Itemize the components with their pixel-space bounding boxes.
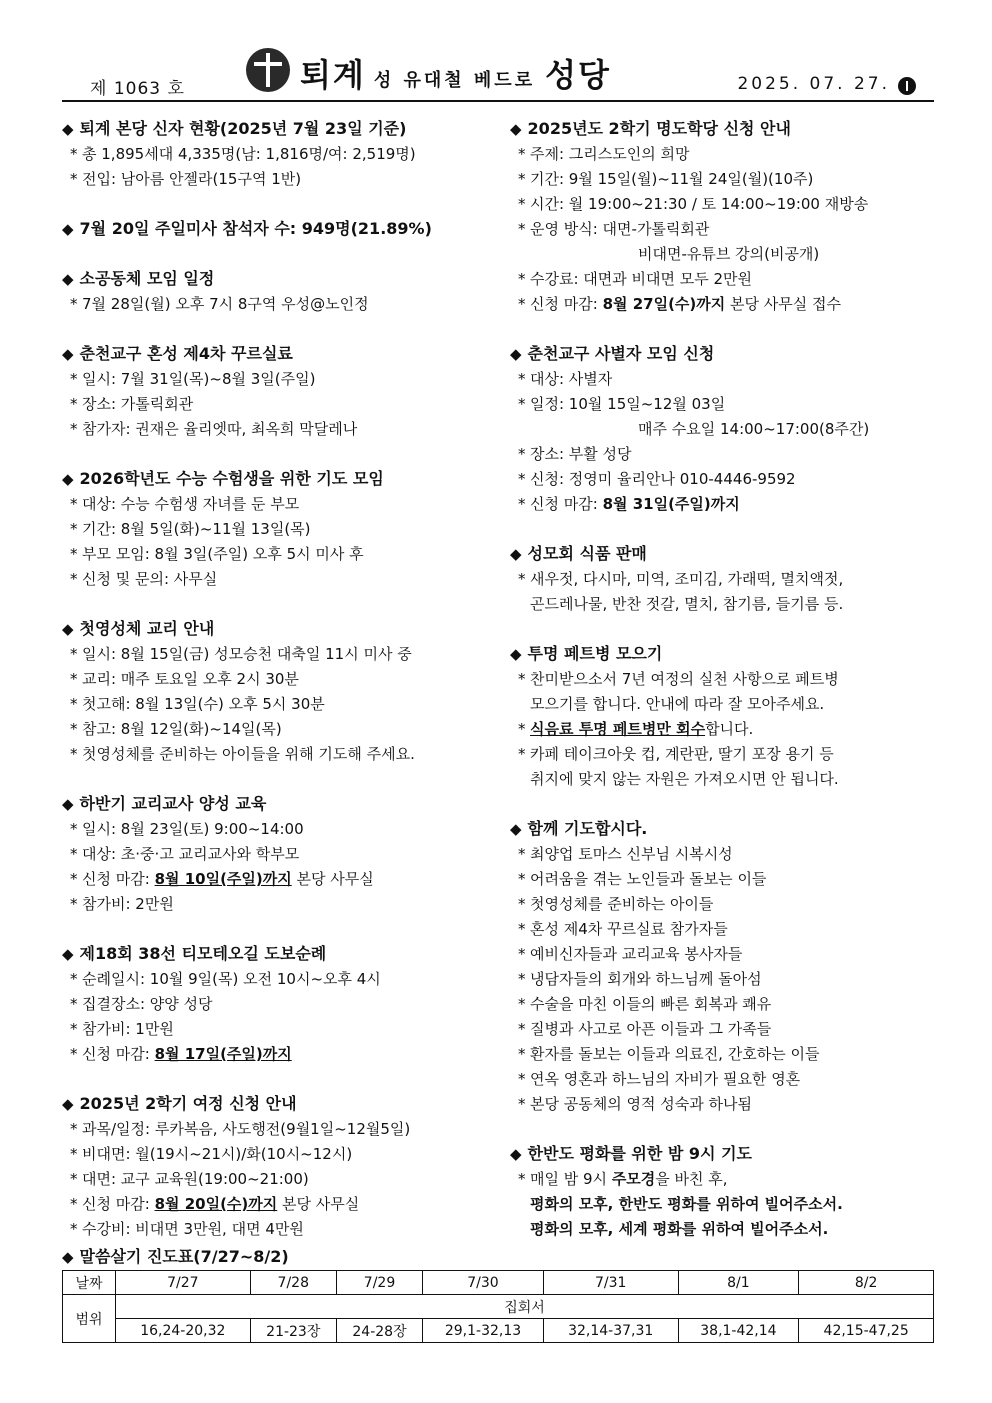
item-highlight: 주모경 xyxy=(611,1170,656,1188)
diamond-bullet-icon: ◆ xyxy=(62,345,74,363)
date-cell: 7/28 xyxy=(250,1271,336,1295)
list-item xyxy=(510,992,940,1017)
section-items xyxy=(62,142,492,192)
item-text: 신청 마감: xyxy=(82,870,155,888)
list-item xyxy=(510,242,940,267)
list-item xyxy=(62,817,492,842)
book-cell: 집회서 xyxy=(116,1295,934,1319)
range-header-cell: 범위 xyxy=(63,1295,116,1343)
list-item xyxy=(62,742,492,767)
right-column xyxy=(510,116,940,1266)
section-items xyxy=(510,367,940,517)
list-item xyxy=(62,967,492,992)
section-items xyxy=(62,642,492,767)
list-item xyxy=(510,267,940,292)
section-title xyxy=(62,466,492,492)
list-item xyxy=(510,142,940,167)
section-title-text: 성모회 식품 판매 xyxy=(527,544,647,563)
notice-section xyxy=(62,466,492,592)
diamond-bullet-icon: ◆ xyxy=(510,820,522,838)
item-text: 곤드레나물, 반찬 젓갈, 멸치, 참기름, 들기름 등. xyxy=(530,595,844,613)
item-text: 일시: 8월 23일(토) 9:00~14:00 xyxy=(82,820,304,838)
title-parish-name: 퇴계 xyxy=(300,56,366,94)
item-text: 첫영성체를 준비하는 아이들 xyxy=(530,895,714,913)
item-text: 연옥 영혼과 하느님의 자비가 필요한 영혼 xyxy=(530,1070,801,1088)
item-text: 예비신자들과 교리교육 봉사자들 xyxy=(530,945,743,963)
list-item xyxy=(510,1017,940,1042)
list-item xyxy=(510,592,940,617)
section-items xyxy=(62,817,492,917)
item-text: 신청 마감: xyxy=(82,1195,155,1213)
diamond-bullet-icon: ◆ xyxy=(510,1145,522,1163)
item-text: 일시: 8월 15일(금) 성모승천 대축일 11시 미사 중 xyxy=(82,645,412,663)
item-text: 참고: 8월 12일(화)~14일(목) xyxy=(82,720,282,738)
diamond-bullet-icon: ◆ xyxy=(62,795,74,813)
item-text: 대면: 교구 교육원(19:00~21:00) xyxy=(82,1170,309,1188)
section-title xyxy=(62,941,492,967)
date-cell: 7/31 xyxy=(543,1271,678,1295)
notice-section xyxy=(62,791,492,917)
issue-date: 2025. 07. 27. xyxy=(737,74,890,94)
section-title xyxy=(62,341,492,367)
item-text: 수술을 마친 이들의 빠른 회복과 쾌유 xyxy=(530,995,772,1013)
item-text-after: 합니다. xyxy=(705,720,754,738)
date-cell: 7/30 xyxy=(423,1271,544,1295)
left-column xyxy=(62,116,492,1266)
item-highlight: 8월 31일(주일)까지 xyxy=(602,495,740,513)
item-text: 새우젓, 다시마, 미역, 조미김, 가래떡, 멸치액젓, xyxy=(530,570,844,588)
diamond-bullet-icon: ◆ xyxy=(62,945,74,963)
item-text: 장소: 부활 성당 xyxy=(530,445,632,463)
section-title-text: 2025년 2학기 여정 신청 안내 xyxy=(79,1094,297,1113)
item-text: 냉담자들의 회개와 하느님께 돌아섬 xyxy=(530,970,762,988)
item-text: 일시: 7월 31일(목)~8월 3일(주일) xyxy=(82,370,316,388)
section-items xyxy=(510,567,940,617)
notice-section xyxy=(510,816,940,1117)
item-text: 수강료: 대면과 비대면 모두 2만원 xyxy=(530,270,753,288)
section-title xyxy=(62,116,492,142)
section-title xyxy=(510,816,940,842)
notice-section xyxy=(62,116,492,192)
title-patron-name: 성 유대철 베드로 xyxy=(373,70,536,91)
range-cell: 38,1-42,14 xyxy=(678,1319,799,1343)
item-highlight: 8월 27일(수)까지 xyxy=(602,295,726,313)
diamond-bullet-icon: ◆ xyxy=(62,470,74,488)
list-item xyxy=(62,292,492,317)
list-item xyxy=(510,417,940,442)
item-text: 기간: 9월 15일(월)~11월 24일(월)(10주) xyxy=(530,170,814,188)
list-item xyxy=(510,467,940,492)
item-text-after: 본당 사무실 접수 xyxy=(725,295,842,313)
item-text: 신청 마감: xyxy=(530,495,603,513)
section-title-text: 2026학년도 수능 수험생을 위한 기도 모임 xyxy=(79,469,384,488)
notice-section xyxy=(510,1141,940,1242)
date-header-cell: 날짜 xyxy=(63,1271,116,1295)
range-cell: 24-28장 xyxy=(336,1319,422,1343)
date-cell: 8/1 xyxy=(678,1271,799,1295)
section-items xyxy=(62,292,492,317)
notice-section xyxy=(62,1091,492,1242)
item-text: 대상: 사별자 xyxy=(530,370,613,388)
section-title-text: 춘천교구 혼성 제4차 꾸르실료 xyxy=(79,344,293,363)
diamond-bullet-icon: ◆ xyxy=(62,1095,74,1113)
item-highlight: 8월 17일(주일)까지 xyxy=(154,1045,292,1063)
item-text: 모으기를 합니다. 안내에 따라 잘 모아주세요. xyxy=(530,695,825,713)
notice-section xyxy=(62,616,492,767)
section-title-text: 7월 20일 주일미사 참석자 수: 949명(21.89%) xyxy=(79,219,432,238)
item-text: 비대면: 월(19시~21시)/화(10시~12시) xyxy=(82,1145,353,1163)
list-item xyxy=(62,667,492,692)
range-cell: 29,1-32,13 xyxy=(423,1319,544,1343)
list-item xyxy=(510,567,940,592)
list-item xyxy=(62,142,492,167)
notice-section xyxy=(62,341,492,442)
list-item xyxy=(62,1217,492,1242)
section-title xyxy=(62,216,492,242)
item-text: 총 1,895세대 4,335명(남: 1,816명/여: 2,519명) xyxy=(82,145,416,163)
schedule-book-row xyxy=(63,1295,934,1319)
list-item xyxy=(510,367,940,392)
item-text: 장소: 가톨릭회관 xyxy=(82,395,194,413)
notice-section xyxy=(510,541,940,617)
range-cell: 21-23장 xyxy=(250,1319,336,1343)
section-title-text: 첫영성체 교리 안내 xyxy=(79,619,215,638)
range-cell: 42,15-47,25 xyxy=(799,1319,934,1343)
title-church: 성당 xyxy=(545,56,611,94)
list-item xyxy=(510,1167,940,1192)
item-text: 첫영성체를 준비하는 아이들을 위해 기도해 주세요. xyxy=(82,745,415,763)
section-title-text: 함께 기도합시다. xyxy=(527,819,648,838)
section-title xyxy=(62,266,492,292)
item-text: 7월 28일(월) 오후 7시 8구역 우성@노인정 xyxy=(82,295,369,313)
list-item xyxy=(62,367,492,392)
diamond-bullet-icon: ◆ xyxy=(62,1248,74,1266)
range-cell: 16,24-20,32 xyxy=(116,1319,251,1343)
info-badge-icon xyxy=(898,77,916,95)
item-text: 참가비: 1만원 xyxy=(82,1020,174,1038)
list-item xyxy=(510,392,940,417)
item-text: 참가자: 권재은 율리엣따, 최옥희 막달레나 xyxy=(82,420,358,438)
item-text: 평화의 모후, 세계 평화를 위하여 빌어주소서. xyxy=(530,1220,829,1238)
item-text: 기간: 8월 5일(화)~11월 13일(목) xyxy=(82,520,311,538)
item-text: 비대면-유튜브 강의(비공개) xyxy=(638,245,820,263)
item-text: 교리: 매주 토요일 오후 2시 30분 xyxy=(82,670,299,688)
diamond-bullet-icon: ◆ xyxy=(510,545,522,563)
item-text: 주제: 그리스도인의 희망 xyxy=(530,145,690,163)
section-title xyxy=(62,616,492,642)
schedule-range-row xyxy=(63,1319,934,1343)
list-item xyxy=(62,1192,492,1217)
list-item xyxy=(62,642,492,667)
section-items xyxy=(62,967,492,1067)
item-text: 일정: 10월 15일~12월 03일 xyxy=(530,395,726,413)
item-text: 질병과 사고로 아픈 이들과 그 가족들 xyxy=(530,1020,772,1038)
list-item xyxy=(510,492,940,517)
item-text: 전입: 남아름 안젤라(15구역 1반) xyxy=(82,170,302,188)
list-item xyxy=(510,742,940,767)
reading-schedule-table xyxy=(62,1270,934,1343)
item-text-after: 을 바친 후, xyxy=(655,1170,728,1188)
range-cell: 32,14-37,31 xyxy=(543,1319,678,1343)
section-title xyxy=(510,541,940,567)
diamond-bullet-icon: ◆ xyxy=(62,270,74,288)
item-text: 본당 공동체의 영적 성숙과 하나됨 xyxy=(530,1095,752,1113)
list-item xyxy=(62,892,492,917)
notice-section xyxy=(62,941,492,1067)
item-text: 참가비: 2만원 xyxy=(82,895,174,913)
item-text-after: 본당 사무실 xyxy=(277,1195,360,1213)
list-item xyxy=(62,867,492,892)
list-item xyxy=(62,1167,492,1192)
list-item xyxy=(62,492,492,517)
section-title-text: 춘천교구 사별자 모임 신청 xyxy=(527,344,715,363)
item-text: 대상: 초·중·고 교리교사와 학부모 xyxy=(82,845,300,863)
section-title-text: 하반기 교리교사 양성 교육 xyxy=(79,794,267,813)
list-item xyxy=(510,842,940,867)
list-item xyxy=(62,542,492,567)
item-text: 신청 마감: xyxy=(82,1045,155,1063)
list-item xyxy=(510,867,940,892)
item-text: 신청: 정영미 율리안나 010-4446-9592 xyxy=(530,470,796,488)
section-title xyxy=(510,641,940,667)
item-text: 환자를 돌보는 이들과 의료진, 간호하는 이들 xyxy=(530,1045,820,1063)
item-text: 대상: 수능 수험생 자녀를 둔 부모 xyxy=(82,495,300,513)
item-text: 집결장소: 양양 성당 xyxy=(82,995,213,1013)
section-items xyxy=(510,842,940,1117)
item-text: 평화의 모후, 한반도 평화를 위하여 빌어주소서. xyxy=(530,1195,843,1213)
item-text: 부모 모임: 8월 3일(주일) 오후 5시 미사 후 xyxy=(82,545,364,563)
diamond-bullet-icon: ◆ xyxy=(510,120,522,138)
list-item xyxy=(510,967,940,992)
section-title-text: 제18회 38선 티모테오길 도보순례 xyxy=(79,944,327,963)
notice-section xyxy=(62,216,492,242)
header-divider xyxy=(62,100,934,102)
list-item xyxy=(62,692,492,717)
item-text-after: 본당 사무실 xyxy=(291,870,374,888)
list-item xyxy=(62,1117,492,1142)
section-title-text: 퇴계 본당 신자 현황(2025년 7월 23일 기준) xyxy=(79,119,407,138)
list-item xyxy=(62,842,492,867)
list-item xyxy=(62,992,492,1017)
item-highlight: 8월 10일(주일)까지 xyxy=(154,870,292,888)
schedule-title: ◆ 말씀살기 진도표(7/27~8/2) xyxy=(62,1247,289,1266)
section-items xyxy=(510,667,940,792)
list-item xyxy=(62,1017,492,1042)
list-item xyxy=(510,667,940,692)
list-item xyxy=(510,692,940,717)
list-item xyxy=(510,1217,940,1242)
list-item xyxy=(510,1042,940,1067)
item-text: 혼성 제4차 꾸르실료 참가자들 xyxy=(530,920,728,938)
notice-section xyxy=(510,641,940,792)
list-item xyxy=(510,217,940,242)
date-cell: 7/27 xyxy=(116,1271,251,1295)
section-items xyxy=(62,367,492,442)
item-text: 최양업 토마스 신부님 시복시성 xyxy=(530,845,733,863)
list-item xyxy=(510,292,940,317)
section-title-text: 투명 페트병 모으기 xyxy=(527,644,663,663)
diamond-bullet-icon: ◆ xyxy=(510,345,522,363)
list-item xyxy=(62,417,492,442)
item-text: 신청 마감: xyxy=(530,295,603,313)
list-item xyxy=(510,767,940,792)
notice-section xyxy=(62,266,492,317)
item-text: 카페 테이크아웃 컵, 계란판, 딸기 포장 용기 등 xyxy=(530,745,834,763)
list-item xyxy=(62,1042,492,1067)
item-text: 시간: 월 19:00~21:30 / 토 14:00~19:00 재방송 xyxy=(530,195,869,213)
section-title-text: 한반도 평화를 위한 밤 9시 기도 xyxy=(527,1144,753,1163)
issue-number: 제 1063 호 xyxy=(90,79,185,99)
list-item xyxy=(510,892,940,917)
section-title xyxy=(62,791,492,817)
list-item xyxy=(510,917,940,942)
item-text: 매주 수요일 14:00~17:00(8주간) xyxy=(638,420,870,438)
section-title xyxy=(510,341,940,367)
date-cell: 8/2 xyxy=(799,1271,934,1295)
list-item xyxy=(62,1142,492,1167)
item-text: 찬미받으소서 7년 여정의 실천 사항으로 페트병 xyxy=(530,670,839,688)
item-text: 매일 밤 9시 xyxy=(530,1170,612,1188)
section-title xyxy=(62,1091,492,1117)
section-items xyxy=(510,1167,940,1242)
list-item xyxy=(62,567,492,592)
section-title-text: 2025년도 2학기 명도학당 신청 안내 xyxy=(527,119,791,138)
section-title xyxy=(510,1141,940,1167)
section-title xyxy=(510,116,940,142)
list-item xyxy=(510,1067,940,1092)
diamond-bullet-icon: ◆ xyxy=(62,120,74,138)
section-items xyxy=(510,142,940,317)
list-item xyxy=(510,1092,940,1117)
date-cell: 7/29 xyxy=(336,1271,422,1295)
bulletin-header xyxy=(62,40,934,102)
section-items xyxy=(62,492,492,592)
section-title-text: 소공동체 모임 일정 xyxy=(79,269,215,288)
item-text: 취지에 맞지 않는 자원은 가져오시면 안 됩니다. xyxy=(530,770,839,788)
diamond-bullet-icon: ◆ xyxy=(510,645,522,663)
list-item xyxy=(510,1192,940,1217)
item-text: 과목/일정: 루카복음, 사도행전(9월1일~12월5일) xyxy=(82,1120,411,1138)
list-item xyxy=(510,167,940,192)
section-items xyxy=(62,1117,492,1242)
list-item xyxy=(510,192,940,217)
list-item xyxy=(62,167,492,192)
item-highlight: 식음료 투명 페트병만 회수 xyxy=(530,720,706,738)
schedule-date-row xyxy=(63,1271,934,1295)
list-item xyxy=(62,717,492,742)
item-text: 어려움을 겪는 노인들과 돌보는 이들 xyxy=(530,870,767,888)
bulletin-title xyxy=(300,50,611,96)
list-item xyxy=(62,517,492,542)
item-text: 첫고해: 8월 13일(수) 오후 5시 30분 xyxy=(82,695,325,713)
item-text: 신청 및 문의: 사무실 xyxy=(82,570,218,588)
list-item xyxy=(62,392,492,417)
diamond-bullet-icon: ◆ xyxy=(62,220,74,238)
list-item xyxy=(510,442,940,467)
list-item xyxy=(510,942,940,967)
item-text: 운영 방식: 대면-가톨릭회관 xyxy=(530,220,710,238)
diamond-bullet-icon: ◆ xyxy=(62,620,74,638)
notice-section xyxy=(510,116,940,317)
item-text: 순례일시: 10월 9일(목) 오전 10시~오후 4시 xyxy=(82,970,381,988)
item-highlight: 8월 20일(수)까지 xyxy=(154,1195,278,1213)
notice-section xyxy=(510,341,940,517)
item-text: 수강비: 비대면 3만원, 대면 4만원 xyxy=(82,1220,304,1238)
list-item xyxy=(510,717,940,742)
church-cross-logo-icon xyxy=(246,48,290,92)
